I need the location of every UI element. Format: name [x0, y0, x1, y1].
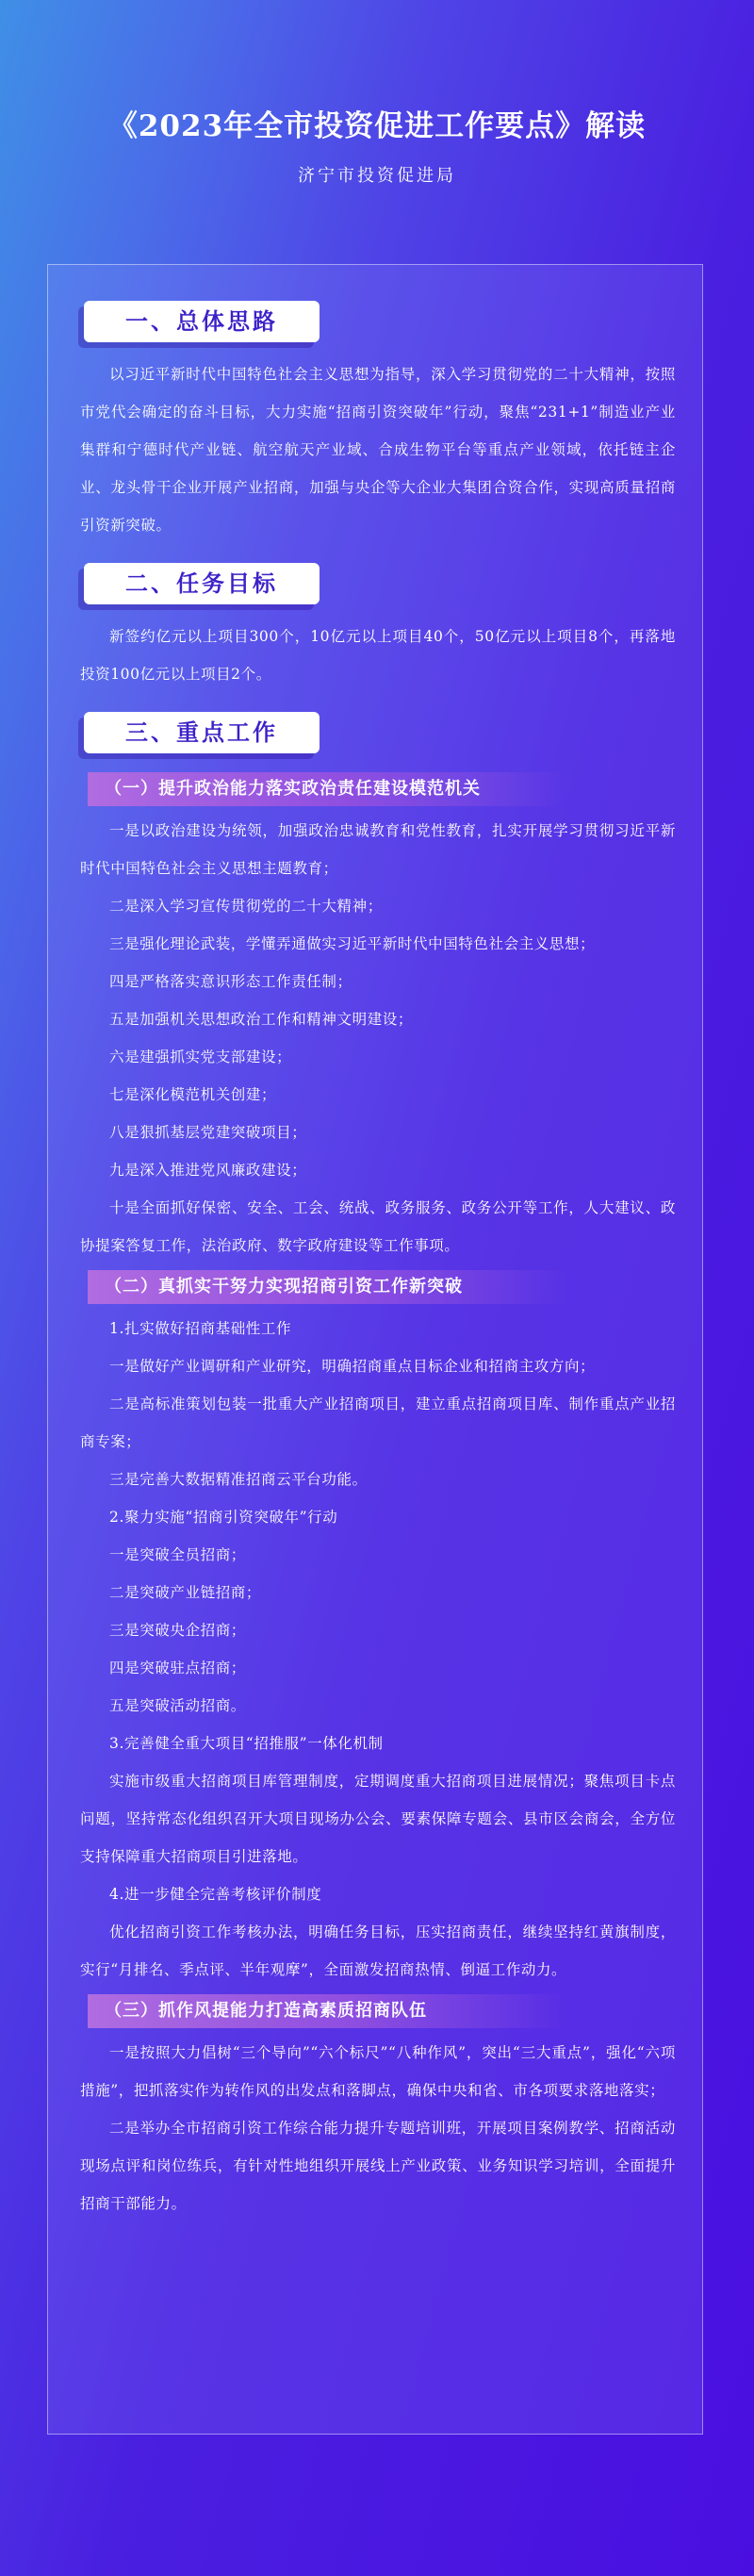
- content-panel: [47, 264, 703, 2435]
- subsection-heading-team: （三）抓作风提能力打造高素质招商队伍: [88, 1994, 566, 2028]
- paragraph: 二是高标准策划包装一批重大产业招商项目，建立重点招商项目库、制作重点产业招商专案；: [80, 1395, 676, 1450]
- paragraph: 三是强化理论武装，学懂弄通做实习近平新时代中国特色社会主义思想；: [109, 935, 596, 952]
- paragraph: 二是深入学习宣传贯彻党的二十大精神；: [109, 898, 383, 915]
- paragraph: 一是按照大力倡树“三个导向”“六个标尺”“八种作风”，突出“三大重点”，强化“六项措施”，把抓落实作为转作风的出发点和落脚点，确保中央和省、市各项要求落地落实；: [80, 2044, 676, 2099]
- subsection-heading-investment: （二）真抓实干努力实现招商引资工作新突破: [88, 1270, 566, 1304]
- paragraph: 实施市级重大招商项目库管理制度，定期调度重大招商项目进展情况；聚焦项目卡点问题，坚持常态化组织召开大项目现场办公会、要素保障专题会、县市区会商会，全方位支持保障重大招商项目引进落地。: [80, 1773, 676, 1865]
- paragraph: 四是严格落实意识形态工作责任制；: [109, 973, 352, 990]
- paragraph: 五是加强机关思想政治工作和精神文明建设；: [109, 1011, 414, 1028]
- paragraph: 优化招商引资工作考核办法，明确任务目标，压实招商责任，继续坚持红黄旗制度，实行“月排名、季点评、半年观摩”，全面激发招商热情、倒逼工作动力。: [80, 1924, 676, 1978]
- paragraph: 五是突破活动招商。: [109, 1697, 246, 1714]
- section-heading-key-work: 三、重点工作: [84, 712, 320, 753]
- paragraph: 十是全面抓好保密、安全、工会、统战、政务服务、政务公开等工作，人大建议、政协提案答复工作，法治政府、数字政府建设等工作事项。: [80, 1199, 676, 1254]
- section-heading-overall: 一、总体思路: [84, 301, 320, 342]
- paragraph: 六是建强抓实党支部建设；: [109, 1049, 292, 1065]
- paragraph: 二是举办全市招商引资工作综合能力提升专题培训班，开展项目案例教学、招商活动现场点评和岗位练兵，有针对性地组织开展线上产业政策、业务知识学习培训，全面提升招商干部能力。: [80, 2120, 676, 2212]
- page-subtitle: 济宁市投资促进局: [298, 166, 456, 186]
- paragraph: 一是做好产业调研和产业研究，明确招商重点目标企业和招商主攻方向；: [109, 1358, 596, 1375]
- section-heading-goals: 二、任务目标: [84, 563, 320, 604]
- paragraph: 一是以政治建设为统领，加强政治忠诚教育和党性教育，扎实开展学习贯彻习近平新时代中国特色社会主义思想主题教育；: [80, 822, 676, 877]
- paragraph: 三是完善大数据精准招商云平台功能。: [109, 1471, 368, 1488]
- paragraph: 一是突破全员招商；: [109, 1546, 246, 1563]
- paragraph-numbered-heading: 4.进一步健全完善考核评价制度: [109, 1886, 322, 1903]
- paragraph: 八是狠抓基层党建突破项目；: [109, 1124, 307, 1141]
- paragraph-numbered-heading: 3.完善健全重大项目“招推服”一体化机制: [109, 1735, 384, 1752]
- paragraph-numbered-heading: 2.聚力实施“招商引资突破年”行动: [109, 1509, 338, 1526]
- paragraph: 九是深入推进党风廉政建设；: [109, 1162, 307, 1179]
- paragraph: 二是突破产业链招商；: [109, 1584, 262, 1601]
- paragraph: 七是深化模范机关创建；: [109, 1086, 277, 1103]
- paragraph: 新签约亿元以上项目300个，10亿元以上项目40个，50亿元以上项目8个，再落地投资100亿元以上项目2个。: [80, 628, 676, 683]
- paragraph: 四是突破驻点招商；: [109, 1660, 246, 1676]
- paragraph: 三是突破央企招商；: [109, 1622, 246, 1639]
- paragraph-numbered-heading: 1.扎实做好招商基础性工作: [109, 1320, 292, 1337]
- page-title: 《2023年全市投资促进工作要点》解读: [107, 109, 647, 143]
- paragraph: 以习近平新时代中国特色社会主义思想为指导，深入学习贯彻党的二十大精神，按照市党代会确定的奋斗目标，大力实施“招商引资突破年”行动，聚焦“231+1”制造业产业集群和宁德时代产业链、航空航天产业域、合成生物平台等重点产业领域，依托链主企业、龙头骨干企业开展产业招商，加强与央企等大企业大集团合资合作，实现高质量招商引资新突破。: [80, 366, 676, 534]
- subsection-heading-political: （一）提升政治能力落实政治责任建设模范机关: [88, 772, 566, 806]
